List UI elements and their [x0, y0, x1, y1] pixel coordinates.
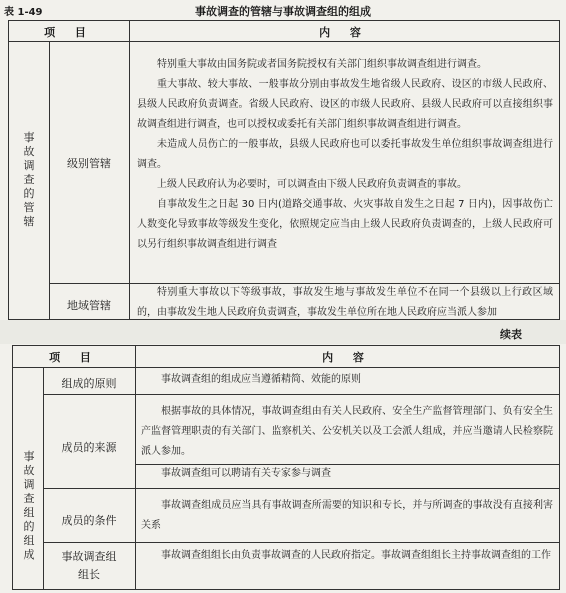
- paragraph: 未造成人员伤亡的一般事故，县级人民政府也可以委托事故发生单位组织事故调查组进行调查。: [137, 139, 553, 170]
- paragraph: 特别重大事故以下等级事故，事故发生地与事故发生单位不在同一个县级以上行政区域的，由事故发生地人民政府负责调查，事故发生单位所在地人民政府应当派人参加: [137, 287, 553, 318]
- header-divider: [13, 367, 559, 368]
- row-content-region: [137, 283, 553, 323]
- row-label-level: 级别管辖: [67, 157, 111, 170]
- group-label-composition: 事故调查组的组成: [23, 450, 35, 561]
- paragraph: 事故调查组的组成应当遵循精简、效能的原则: [161, 374, 361, 385]
- row-label-principle: 组成的原则: [61, 377, 117, 390]
- row-content-conditions: [141, 496, 553, 536]
- header-divider: [9, 41, 559, 42]
- paragraph: 事故调查组组长由负责事故调查的人民政府指定。事故调查组组长主持事故调查组的工作: [161, 550, 551, 561]
- row-content-source: [141, 402, 553, 462]
- page-break: [0, 320, 566, 344]
- row-label-leader: [43, 548, 135, 584]
- row-label-conditions: 成员的条件: [61, 514, 117, 527]
- group-label-jurisdiction: 事故调查的管辖: [23, 131, 35, 228]
- row-content-leader: [141, 546, 553, 566]
- table-title: 事故调查的管辖与事故调查组的组成: [195, 5, 371, 18]
- row-label-source: 成员的来源: [61, 441, 117, 454]
- table-number: 表 1-49: [4, 7, 43, 18]
- row-divider: [43, 542, 559, 543]
- column-header-item: 项 目: [44, 26, 94, 39]
- row-label-leader-line1: 事故调查组: [61, 550, 117, 563]
- table-header-line: [0, 0, 566, 20]
- label-divider: [129, 21, 130, 319]
- row-divider: [43, 488, 559, 489]
- row-content-source-experts: [141, 464, 553, 484]
- continued-label: 续表: [500, 328, 522, 341]
- row-label-leader-line2: 组长: [78, 568, 100, 581]
- paragraph: 事故调查组可以聘请有关专家参与调查: [161, 468, 331, 479]
- row-content-principle: [141, 370, 553, 390]
- paragraph: 上级人民政府认为必要时，可以调查由下级人民政府负责调查的事故。: [157, 179, 467, 190]
- paragraph: 特别重大事故由国务院或者国务院授权有关部门组织事故调查组进行调查。: [157, 59, 487, 70]
- column-header-item: 项 目: [49, 351, 99, 364]
- paragraph: 自事故发生之日起 30 日内(道路交通事故、火灾事故自发生之日起 7 日内)，因事故伤亡人数变化导致事故等级发生变化，依照规定应当由上级人民政府负责调查的，上级人民政府可以另行组织事故调查组进行调查: [137, 199, 553, 250]
- label-divider: [135, 346, 136, 589]
- paragraph: 重大事故、较大事故、一般事故分别由事故发生地省级人民政府、设区的市级人民政府、县级人民政府负责调查。省级人民政府、设区的市级人民政府、县级人民政府可以直接组织事故调查组进行调查，也可以授权或委托有关部门组织事故调查组进行调查。: [137, 79, 553, 130]
- column-header-content: 内 容: [322, 351, 372, 364]
- row-content-level: [137, 55, 553, 255]
- column-header-content: 内 容: [319, 26, 369, 39]
- table-top: [8, 20, 560, 320]
- row-label-region: 地域管辖: [67, 299, 111, 312]
- table-bottom: [12, 345, 560, 590]
- paragraph: 根据事故的具体情况，事故调查组由有关人民政府、安全生产监督管理部门、负有安全生产监督管理职责的有关部门、监察机关、公安机关以及工会派人组成，并应当邀请人民检察院派人参加。: [141, 406, 553, 457]
- paragraph: 事故调查组成员应当具有事故调查所需要的知识和专长，并与所调查的事故没有直接利害关系: [141, 500, 553, 531]
- group-divider: [49, 41, 50, 319]
- row-divider: [43, 394, 559, 395]
